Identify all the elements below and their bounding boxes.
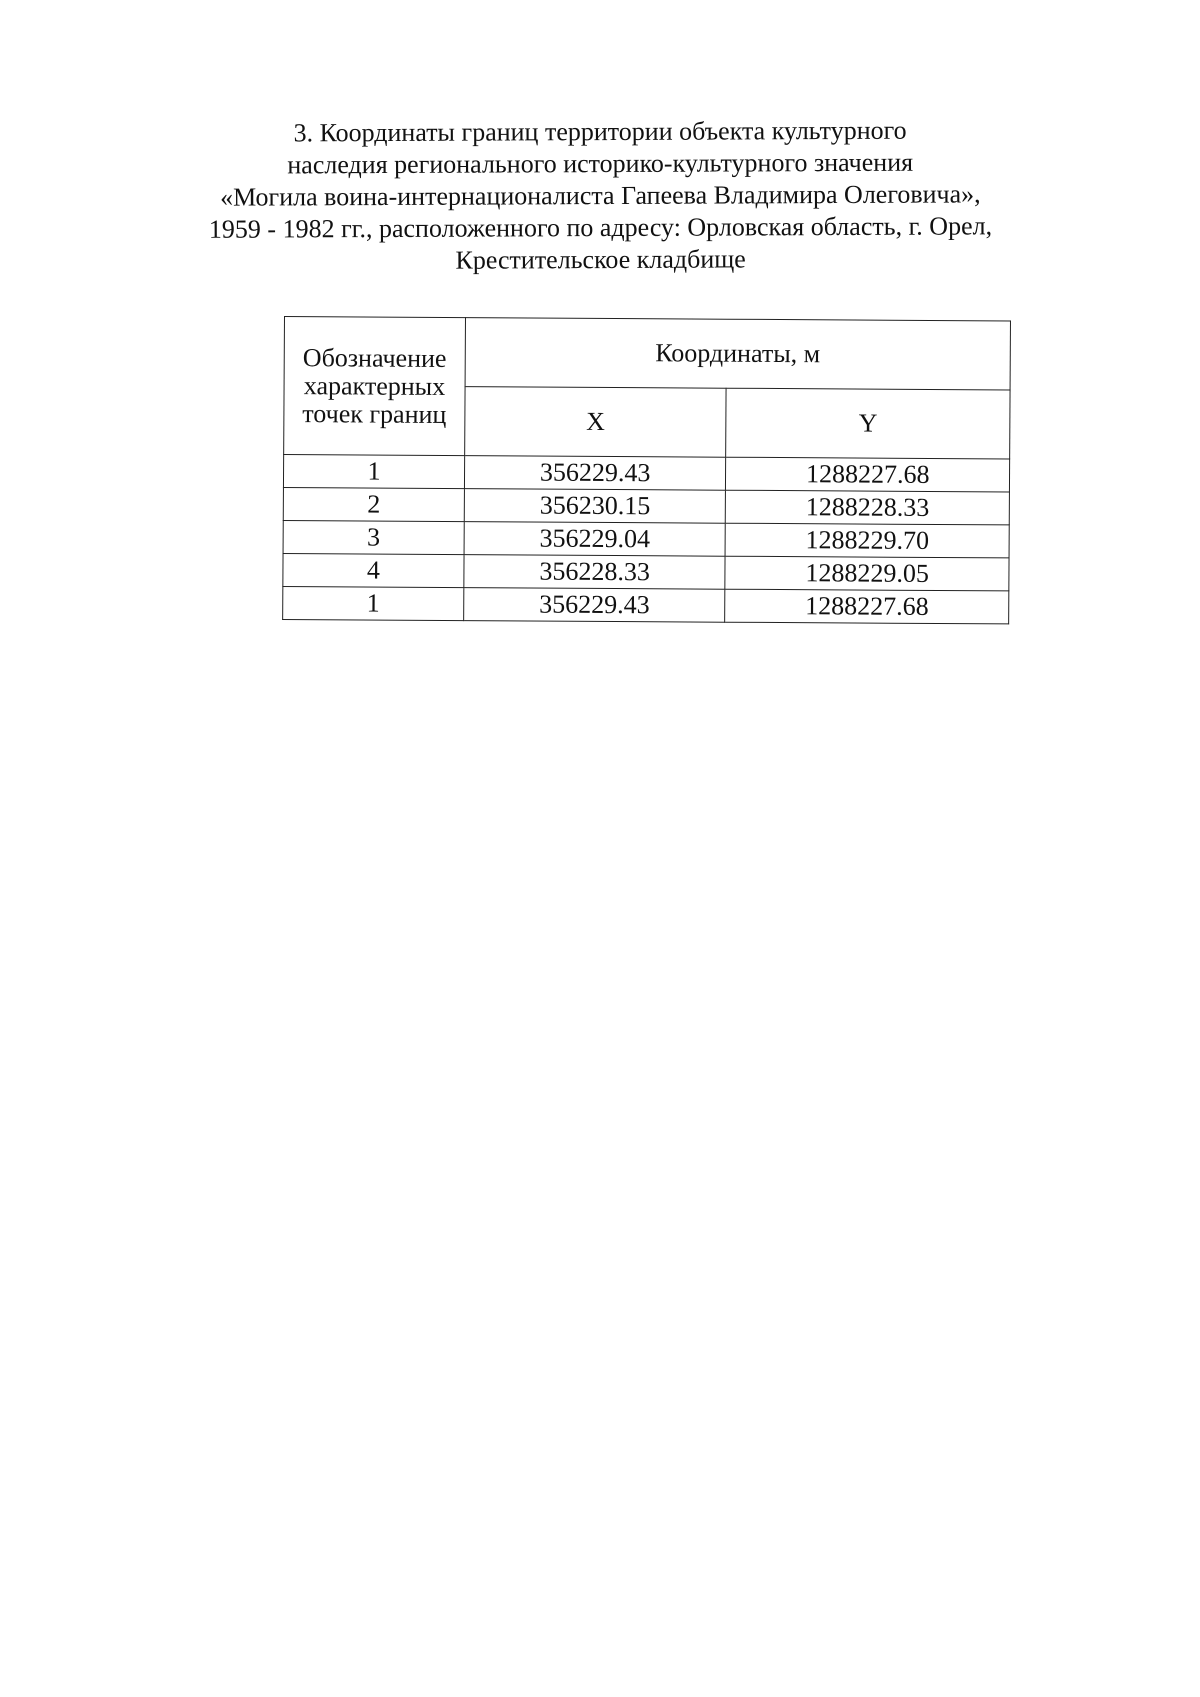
header-coordinates: Координаты, м	[465, 318, 1011, 390]
header-row-top	[284, 317, 1010, 390]
header-point-designation: Обозначение характерных точек границ	[284, 317, 466, 456]
table-row	[283, 520, 1009, 557]
cell-y: 1288228.33	[726, 490, 1010, 525]
cell-x: 356230.15	[464, 489, 726, 524]
heading-line-1: 3. Координаты границ территории объекта культурного	[293, 115, 907, 148]
cell-point: 1	[283, 455, 464, 489]
cell-y: 1288229.70	[725, 523, 1009, 558]
cell-x: 356228.33	[464, 555, 726, 590]
table-row	[283, 553, 1009, 590]
header-x: X	[465, 387, 727, 458]
table-row	[283, 455, 1009, 492]
heading-line-3: «Могила воина-интернационалиста Гапеева Владимира Олеговича»,	[219, 179, 981, 212]
cell-x: 356229.04	[464, 522, 726, 557]
document-heading	[150, 114, 1051, 278]
coordinates-table	[282, 316, 1011, 624]
cell-x: 356229.43	[464, 456, 726, 491]
table-header	[284, 317, 1011, 459]
table-row	[283, 586, 1009, 623]
heading-line-2: наследия регионального историко-культурного значения	[287, 147, 914, 180]
header-y: Y	[726, 388, 1010, 459]
cell-y: 1288229.05	[725, 556, 1009, 591]
cell-x: 356229.43	[464, 588, 726, 623]
cell-y: 1288227.68	[726, 457, 1010, 492]
cell-point: 2	[283, 487, 464, 521]
table-body	[283, 455, 1010, 624]
cell-point: 4	[283, 553, 464, 587]
cell-point: 3	[283, 520, 464, 554]
cell-point: 1	[283, 586, 464, 620]
heading-line-5: Крестительское кладбище	[455, 244, 746, 275]
cell-y: 1288227.68	[725, 589, 1009, 624]
table-row	[283, 487, 1009, 524]
heading-line-4: 1959 - 1982 гг., расположенного по адресу: Орловская область, г. Орел,	[208, 211, 993, 244]
